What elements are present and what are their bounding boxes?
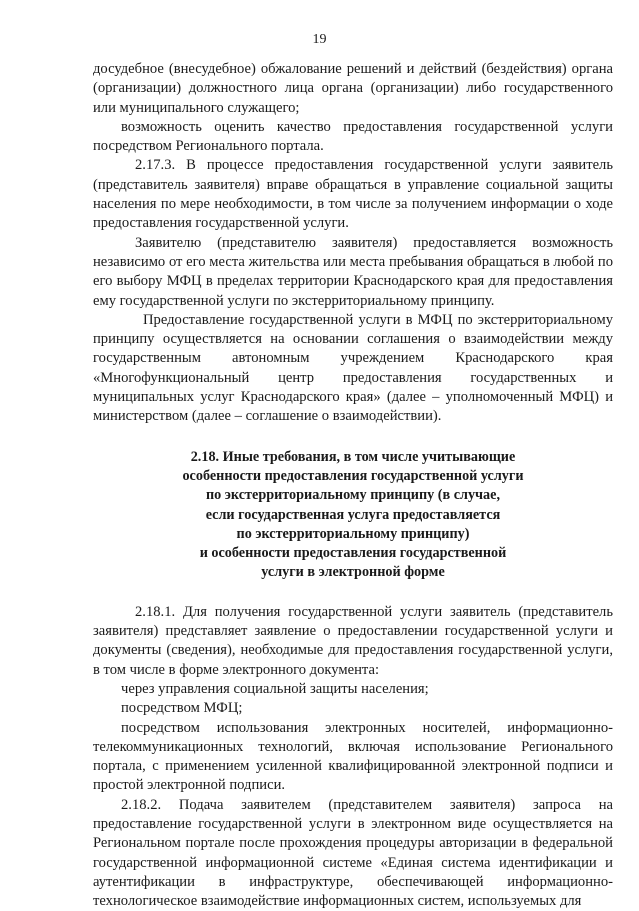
- heading-line: по экстерриториальному принципу (в случае,: [205, 487, 500, 504]
- heading-line: 2.18. Иные требования, в том числе учитывающие: [190, 448, 516, 465]
- heading-line: услуги в электронной форме: [261, 564, 445, 581]
- paragraph-appeal: досудебное (внесудебное) обжалование решений и действий (бездействия) органа (организации) должностного лица органа (организации) либо государственного или муниципального служащего;: [93, 61, 613, 116]
- page-number: 19: [312, 32, 327, 47]
- paragraph-2-18-2: 2.18.2. Подача заявителем (представителем заявителя) запроса на предоставление государственной услуги в электронном виде осуществляется на Региональном портале после прохождения процедуры авторизации в федеральной государственной информационной системе «Единая система идентификации и аутентификации в инфраструктуре, обеспечивающей информационно-технологическое взаимодействие информационных систем, используемых для: [93, 796, 613, 910]
- list-item-electronic-media: посредством использования электронных носителей, информационно-телекоммуникационных технологий, включая использование Регионального портала, с применением усиленной квалифицированной электронной подписи и простой электронной подписи.: [93, 719, 613, 794]
- list-item-social-protection: через управления социальной защиты населения;: [121, 680, 429, 697]
- heading-line: если государственная услуга предоставляется: [205, 506, 501, 523]
- paragraph-2-18-1: 2.18.1. Для получения государственной услуги заявитель (представитель заявителя) представляет заявление о предоставлении государственной услуги и документы (сведения), необходимые для предоставления государственной услуги, в том числе в форме электронного документа:: [93, 603, 613, 678]
- paragraph-quality-assessment: возможность оценить качество предоставления государственной услуги посредством Регионального портала.: [93, 118, 613, 155]
- section-heading-2-18: [93, 448, 613, 583]
- heading-line: особенности предоставления государственной услуги: [182, 467, 524, 484]
- heading-line: и особенности предоставления государственной: [199, 545, 507, 562]
- paragraph-applicant-mfc: Заявителю (представителю заявителя) предоставляется возможность независимо от его места жительства или места пребывания обращаться в любой по его выбору МФЦ в пределах территории Краснодарского края для предоставления ему государственной услуги по экстерриториальному принципу.: [93, 234, 613, 309]
- document-body: [93, 60, 613, 911]
- heading-line: по экстерриториальному принципу): [236, 525, 470, 542]
- list-item-mfc: посредством МФЦ;: [121, 700, 243, 717]
- paragraph-extraterritorial: Предоставление государственной услуги в МФЦ по экстерриториальному принципу осуществляется на основании соглашения о взаимодействии между государственным автономным учреждением Краснодарского края «Многофункциональный центр предоставления государственных и муниципальных услуг Краснодарского края» (далее – уполномоченный МФЦ) и министерством (далее – соглашение о взаимодействии).: [93, 311, 613, 425]
- paragraph-2-17-3: 2.17.3. В процессе предоставления государственной услуги заявитель (представитель заявителя) вправе обращаться в управление социальной защиты населения по мере необходимости, в том числе за получением информации о ходе предоставления государственной услуги.: [93, 157, 613, 232]
